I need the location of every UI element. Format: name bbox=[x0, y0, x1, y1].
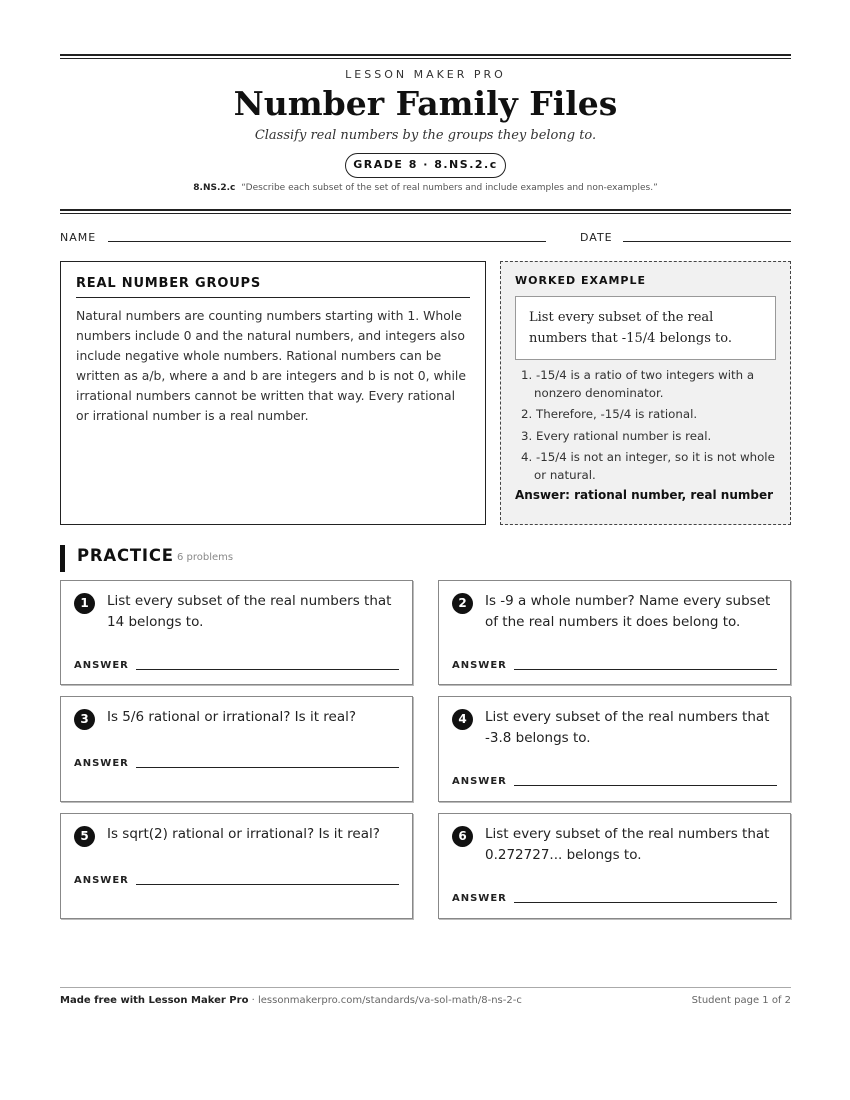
practice-count: 6 problems bbox=[177, 552, 234, 563]
problem-card-5 bbox=[60, 813, 413, 919]
problem-text: List every subset of the real numbers that 14 belongs to. bbox=[107, 593, 392, 630]
answer-label: ANSWER bbox=[74, 875, 129, 886]
answer-field[interactable] bbox=[136, 767, 399, 768]
problem-number: 5 bbox=[74, 826, 95, 847]
worked-example-question: List every subset of the real numbers that -15/4 belongs to. bbox=[515, 296, 776, 360]
answer-field[interactable] bbox=[514, 902, 777, 903]
problem-card-3 bbox=[60, 696, 413, 802]
worked-example-panel bbox=[500, 261, 791, 525]
groups-title: REAL NUMBER GROUPS bbox=[76, 276, 470, 298]
problem-number: 3 bbox=[74, 709, 95, 730]
worked-example-answer: Answer: rational number, real number bbox=[515, 488, 774, 502]
standard-description bbox=[60, 183, 791, 193]
answer-field[interactable] bbox=[136, 884, 399, 885]
worked-example-title: WORKED EXAMPLE bbox=[515, 274, 646, 287]
problem-card-6 bbox=[438, 813, 791, 919]
footer-url[interactable]: · lessonmakerpro.com/standards/va-sol-math/8-ns-2-c bbox=[248, 995, 522, 1006]
answer-field[interactable] bbox=[136, 669, 399, 670]
worked-example-step: 1. -15/4 is a ratio of two integers with a nonzero denominator. bbox=[521, 368, 755, 400]
worked-example-step: 2. Therefore, -15/4 is rational. bbox=[521, 407, 698, 421]
problem-number: 2 bbox=[452, 593, 473, 614]
problem-text: List every subset of the real numbers that 0.272727... belongs to. bbox=[485, 826, 770, 863]
header-top-rule bbox=[60, 54, 791, 59]
worked-example-step: 4. -15/4 is not an integer, so it is not whole or natural. bbox=[521, 450, 775, 482]
answer-label: ANSWER bbox=[452, 660, 507, 671]
footer-credit bbox=[60, 995, 522, 1006]
footer-page-number: Student page 1 of 2 bbox=[691, 995, 791, 1006]
problem-number: 1 bbox=[74, 593, 95, 614]
header-bottom-rule bbox=[60, 209, 791, 214]
answer-field[interactable] bbox=[514, 669, 777, 670]
problem-text: List every subset of the real numbers that -3.8 belongs to. bbox=[485, 709, 770, 746]
real-number-groups-panel bbox=[60, 261, 486, 525]
answer-label: ANSWER bbox=[74, 758, 129, 769]
worked-example-step: 3. Every rational number is real. bbox=[521, 428, 712, 443]
problem-card-4 bbox=[438, 696, 791, 802]
practice-title: PRACTICE bbox=[77, 546, 174, 565]
practice-accent-bar bbox=[60, 545, 65, 572]
answer-label: ANSWER bbox=[452, 776, 507, 787]
problem-number: 6 bbox=[452, 826, 473, 847]
footer-made-with: Made free with Lesson Maker Pro bbox=[60, 995, 249, 1006]
name-label: NAME bbox=[60, 231, 97, 244]
problem-text: Is -9 a whole number? Name every subset of the real numbers it does belong to. bbox=[485, 593, 771, 630]
problem-card-2 bbox=[438, 580, 791, 685]
brand-name: LESSON MAKER PRO bbox=[345, 68, 506, 81]
answer-label: ANSWER bbox=[74, 660, 129, 671]
standard-code: 8.NS.2.c bbox=[193, 183, 236, 193]
standard-text: “Describe each subset of the set of real numbers and include examples and non-examples.” bbox=[241, 183, 658, 193]
grade-badge: GRADE 8 · 8.NS.2.c bbox=[345, 153, 506, 178]
date-field[interactable] bbox=[623, 241, 791, 242]
problem-text: Is sqrt(2) rational or irrational? Is it real? bbox=[107, 826, 380, 842]
name-field[interactable] bbox=[108, 241, 546, 242]
page-title: Number Family Files bbox=[233, 84, 618, 123]
answer-label: ANSWER bbox=[452, 893, 507, 904]
page-subtitle: Classify real numbers by the groups they belong to. bbox=[254, 128, 597, 143]
footer-rule bbox=[60, 987, 791, 988]
answer-field[interactable] bbox=[514, 785, 777, 786]
date-label: DATE bbox=[580, 231, 613, 244]
problem-card-1 bbox=[60, 580, 413, 685]
problem-number: 4 bbox=[452, 709, 473, 730]
groups-body: Natural numbers are counting numbers starting with 1. Whole numbers include 0 and the natural numbers, and integers also include negative whole numbers. Rational numbers can be written as a/b, where a and b are integers and b is not 0, while irrational numbers cannot be written that way. Every rational or irrational number is a real number. bbox=[76, 308, 466, 423]
problem-text: Is 5/6 rational or irrational? Is it real? bbox=[107, 709, 357, 725]
worked-example-steps bbox=[515, 367, 776, 484]
